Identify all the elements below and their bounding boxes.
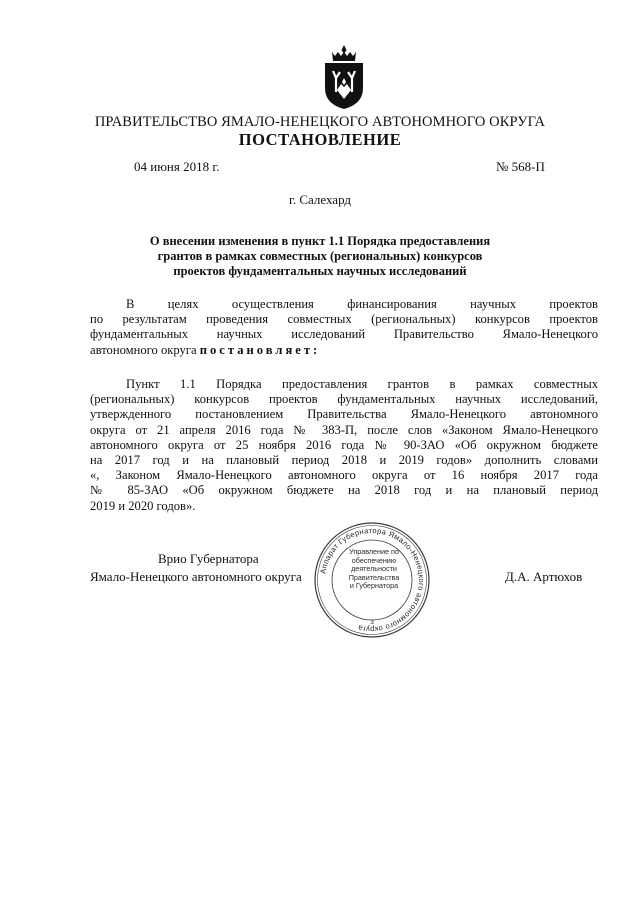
paragraph-line: автономного округа от 25 ноября 2016 года № 90-ЗАО «Об окружном бюджете (90, 437, 598, 452)
paragraph-line: (региональных) конкурсов проектов фундаментальных научных исследований, (90, 392, 598, 407)
stamp-line: обеспечению (351, 555, 397, 565)
stamp-ring-text: Аппарат Губернатора Ямало-Ненецкого автономного округа (318, 525, 427, 635)
stamp-line: Правительства (348, 572, 400, 582)
paragraph-line: В целях осуществления финансирования научных проектов (126, 297, 598, 311)
signatory-region: Ямало-Ненецкого автономного округа (90, 569, 302, 584)
paragraph-line: утвержденного постановлением Правительства Ямало-Ненецкого автономного (90, 407, 598, 422)
paragraph-line (90, 343, 598, 358)
stamp-line: деятельности (351, 564, 397, 574)
organization-title: ПРАВИТЕЛЬСТВО ЯМАЛО-НЕНЕЦКОГО АВТОНОМНОГО ОКРУГА (94, 114, 546, 130)
issue-city: г. Салехард (288, 192, 352, 207)
stamp-mark: 3 (370, 619, 374, 626)
paragraph-line: по результатам проведения совместных (региональных) конкурсов проектов (90, 312, 598, 327)
subject-line: О внесении изменения в пункт 1.1 Порядка предоставления (149, 234, 491, 248)
paragraph-line: фундаментальных научных исследований Правительство Ямало-Ненецкого (90, 327, 598, 342)
preamble-paragraph (90, 297, 598, 358)
document-subject (120, 234, 520, 279)
paragraph-line: округа от 21 апреля 2016 года № 383-П, после слов «Законом Ямало-Ненецкого (90, 422, 598, 437)
paragraph-text: автономного округа (90, 342, 197, 357)
paragraph-line: 2019 и 2020 годов». (90, 498, 196, 513)
document-date: 04 июня 2018 г. (134, 159, 220, 174)
paragraph-line: № 85-ЗАО «Об окружном бюджете на 2018 год и на плановый период (90, 483, 598, 498)
document-number: № 568-П (496, 159, 545, 174)
resolution-paragraph (90, 377, 598, 514)
stamp-center-text (339, 548, 409, 591)
signatory-name: Д.А. Артюхов (505, 569, 583, 584)
stamp-line: и Губернатора (349, 581, 399, 591)
paragraph-line: на 2017 год и на плановый период 2018 и 2019 годов» дополнить словами (90, 453, 598, 468)
paragraph-line: «, Законом Ямало-Ненецкого автономного округа от 16 ноября 2017 года (90, 468, 598, 483)
paragraph-line: Пункт 1.1 Порядка предоставления грантов в рамках совместных (126, 377, 598, 391)
subject-line: проектов фундаментальных научных исследований (173, 264, 467, 278)
stamp-line: Управление по (349, 547, 399, 556)
subject-line: грантов в рамках совместных (региональных) конкурсов (157, 249, 483, 263)
yamal-nenets-coat-of-arms-icon (322, 44, 366, 110)
document-type-heading: ПОСТАНОВЛЕНИЕ (238, 130, 402, 149)
signatory-position: Врио Губернатора (158, 551, 259, 566)
resolves-keyword: постановляет: (199, 342, 321, 357)
